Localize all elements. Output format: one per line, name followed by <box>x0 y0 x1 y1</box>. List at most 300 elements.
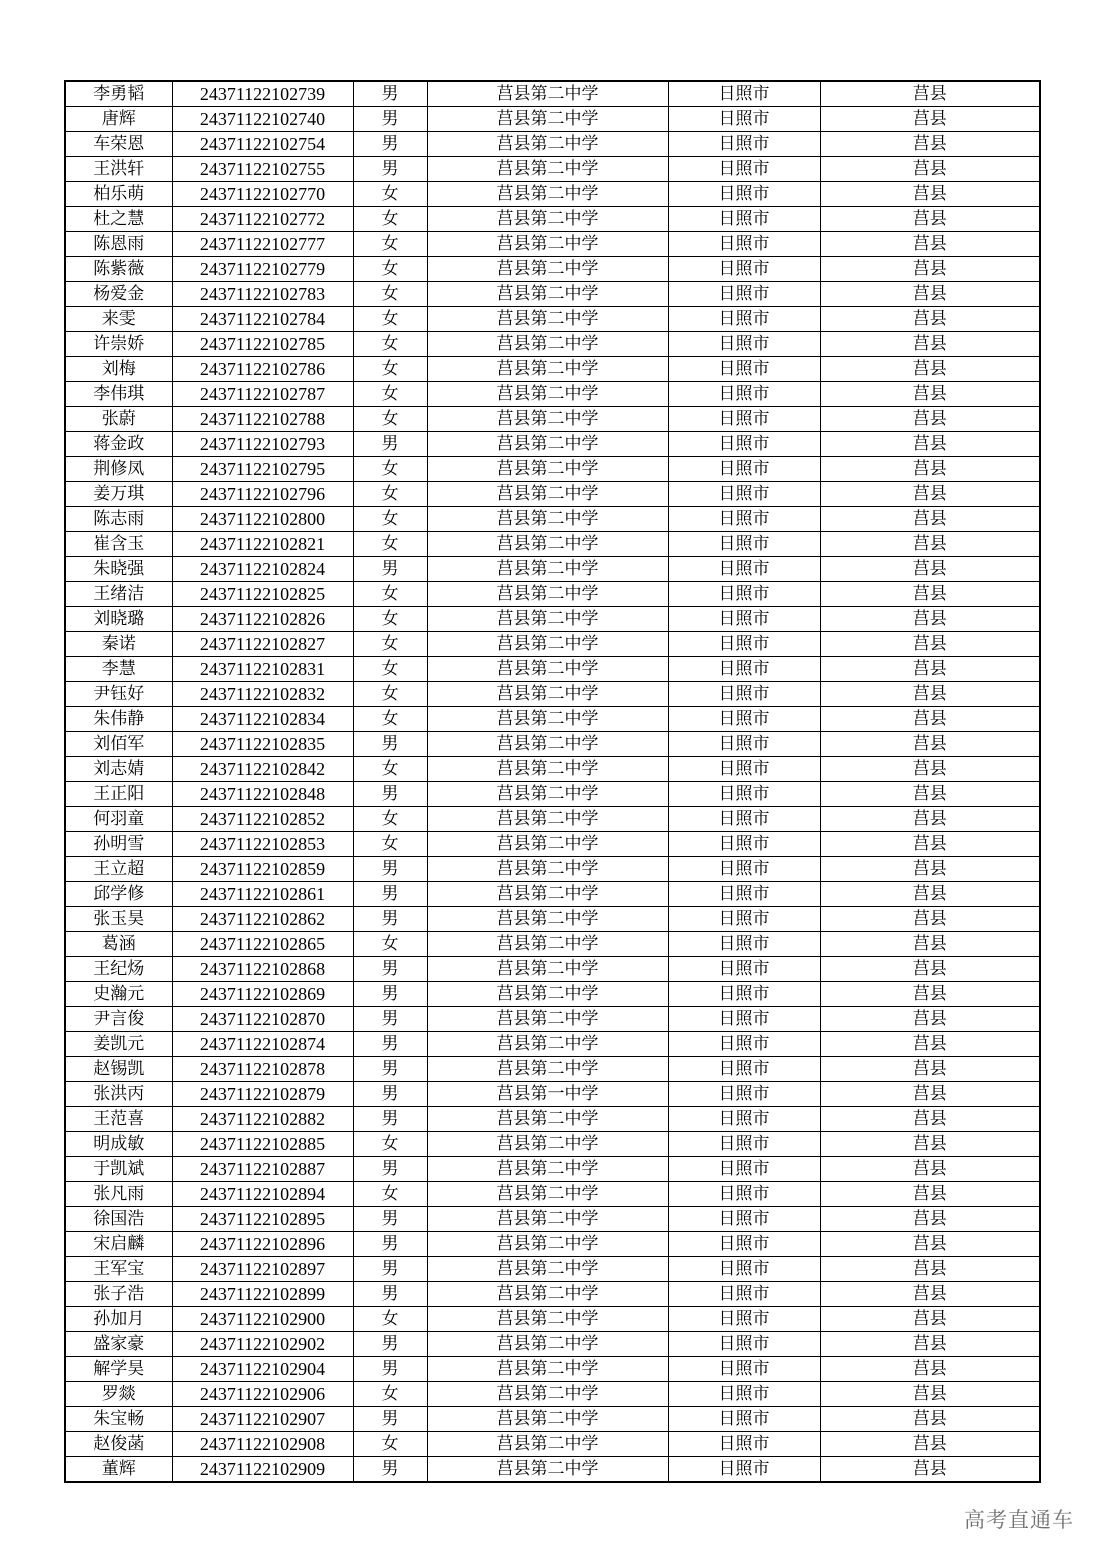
county-cell: 莒县 <box>820 832 1040 857</box>
county-cell: 莒县 <box>820 1132 1040 1157</box>
county-cell: 莒县 <box>820 1307 1040 1332</box>
county-cell: 莒县 <box>820 857 1040 882</box>
school-cell: 莒县第二中学 <box>427 982 668 1007</box>
student-name-cell: 葛涵 <box>65 932 172 957</box>
exam-id-cell: 24371122102868 <box>172 957 353 982</box>
school-cell: 莒县第二中学 <box>427 1032 668 1057</box>
table-row <box>65 632 1040 657</box>
county-cell: 莒县 <box>820 507 1040 532</box>
student-name-cell: 杜之慧 <box>65 207 172 232</box>
city-cell: 日照市 <box>668 782 820 807</box>
exam-id-cell: 24371122102834 <box>172 707 353 732</box>
school-cell: 莒县第二中学 <box>427 432 668 457</box>
gender-cell: 女 <box>353 407 427 432</box>
school-cell: 莒县第二中学 <box>427 1182 668 1207</box>
exam-id-cell: 24371122102908 <box>172 1432 353 1457</box>
school-cell: 莒县第二中学 <box>427 582 668 607</box>
student-name-cell: 陈志雨 <box>65 507 172 532</box>
exam-id-cell: 24371122102853 <box>172 832 353 857</box>
student-name-cell: 张玉昊 <box>65 907 172 932</box>
gender-cell: 男 <box>353 1207 427 1232</box>
gender-cell: 女 <box>353 532 427 557</box>
city-cell: 日照市 <box>668 657 820 682</box>
student-name-cell: 宋启麟 <box>65 1232 172 1257</box>
school-cell: 莒县第二中学 <box>427 482 668 507</box>
school-cell: 莒县第二中学 <box>427 707 668 732</box>
school-cell: 莒县第一中学 <box>427 1082 668 1107</box>
gender-cell: 女 <box>353 257 427 282</box>
table-row <box>65 957 1040 982</box>
student-name-cell: 王正阳 <box>65 782 172 807</box>
gender-cell: 男 <box>353 907 427 932</box>
gender-cell: 女 <box>353 582 427 607</box>
city-cell: 日照市 <box>668 482 820 507</box>
table-row <box>65 1407 1040 1432</box>
table-row <box>65 257 1040 282</box>
county-cell: 莒县 <box>820 1032 1040 1057</box>
student-name-cell: 李勇韬 <box>65 81 172 107</box>
gender-cell: 女 <box>353 682 427 707</box>
city-cell: 日照市 <box>668 732 820 757</box>
student-name-cell: 来雯 <box>65 307 172 332</box>
county-cell: 莒县 <box>820 882 1040 907</box>
table-row <box>65 432 1040 457</box>
student-name-cell: 孙明雪 <box>65 832 172 857</box>
school-cell: 莒县第二中学 <box>427 632 668 657</box>
gender-cell: 男 <box>353 1057 427 1082</box>
gender-cell: 女 <box>353 332 427 357</box>
gender-cell: 女 <box>353 457 427 482</box>
school-cell: 莒县第二中学 <box>427 932 668 957</box>
exam-id-cell: 24371122102827 <box>172 632 353 657</box>
table-row <box>65 357 1040 382</box>
exam-id-cell: 24371122102874 <box>172 1032 353 1057</box>
city-cell: 日照市 <box>668 857 820 882</box>
gender-cell: 男 <box>353 132 427 157</box>
student-name-cell: 蒋金政 <box>65 432 172 457</box>
gender-cell: 女 <box>353 707 427 732</box>
city-cell: 日照市 <box>668 207 820 232</box>
table-row <box>65 182 1040 207</box>
city-cell: 日照市 <box>668 1207 820 1232</box>
student-name-cell: 尹钰好 <box>65 682 172 707</box>
student-name-cell: 张蔚 <box>65 407 172 432</box>
school-cell: 莒县第二中学 <box>427 1307 668 1332</box>
student-name-cell: 王纪炀 <box>65 957 172 982</box>
student-name-cell: 王立超 <box>65 857 172 882</box>
exam-id-cell: 24371122102783 <box>172 282 353 307</box>
school-cell: 莒县第二中学 <box>427 1257 668 1282</box>
exam-id-cell: 24371122102848 <box>172 782 353 807</box>
city-cell: 日照市 <box>668 1182 820 1207</box>
city-cell: 日照市 <box>668 607 820 632</box>
gender-cell: 女 <box>353 632 427 657</box>
county-cell: 莒县 <box>820 432 1040 457</box>
exam-id-cell: 24371122102895 <box>172 1207 353 1232</box>
county-cell: 莒县 <box>820 707 1040 732</box>
exam-id-cell: 24371122102878 <box>172 1057 353 1082</box>
school-cell: 莒县第二中学 <box>427 307 668 332</box>
county-cell: 莒县 <box>820 982 1040 1007</box>
exam-id-cell: 24371122102831 <box>172 657 353 682</box>
gender-cell: 女 <box>353 607 427 632</box>
county-cell: 莒县 <box>820 182 1040 207</box>
exam-id-cell: 24371122102788 <box>172 407 353 432</box>
table-row <box>65 532 1040 557</box>
city-cell: 日照市 <box>668 307 820 332</box>
city-cell: 日照市 <box>668 1032 820 1057</box>
table-row <box>65 557 1040 582</box>
exam-id-cell: 24371122102740 <box>172 107 353 132</box>
school-cell: 莒县第二中学 <box>427 607 668 632</box>
school-cell: 莒县第二中学 <box>427 182 668 207</box>
table-row <box>65 1007 1040 1032</box>
school-cell: 莒县第二中学 <box>427 257 668 282</box>
school-cell: 莒县第二中学 <box>427 81 668 107</box>
student-name-cell: 刘梅 <box>65 357 172 382</box>
city-cell: 日照市 <box>668 1407 820 1432</box>
student-roster-table <box>64 80 1041 1483</box>
school-cell: 莒县第二中学 <box>427 1232 668 1257</box>
city-cell: 日照市 <box>668 1282 820 1307</box>
student-name-cell: 罗燚 <box>65 1382 172 1407</box>
exam-id-cell: 24371122102852 <box>172 807 353 832</box>
table-row <box>65 81 1040 107</box>
table-row <box>65 1082 1040 1107</box>
city-cell: 日照市 <box>668 557 820 582</box>
county-cell: 莒县 <box>820 107 1040 132</box>
exam-id-cell: 24371122102800 <box>172 507 353 532</box>
gender-cell: 女 <box>353 232 427 257</box>
county-cell: 莒县 <box>820 457 1040 482</box>
gender-cell: 男 <box>353 857 427 882</box>
student-name-cell: 陈紫薇 <box>65 257 172 282</box>
gender-cell: 女 <box>353 1182 427 1207</box>
city-cell: 日照市 <box>668 832 820 857</box>
city-cell: 日照市 <box>668 882 820 907</box>
county-cell: 莒县 <box>820 282 1040 307</box>
school-cell: 莒县第二中学 <box>427 1382 668 1407</box>
gender-cell: 女 <box>353 1132 427 1157</box>
gender-cell: 男 <box>353 957 427 982</box>
table-row <box>65 1107 1040 1132</box>
exam-id-cell: 24371122102862 <box>172 907 353 932</box>
student-name-cell: 赵锡凯 <box>65 1057 172 1082</box>
school-cell: 莒县第二中学 <box>427 232 668 257</box>
student-name-cell: 邱学修 <box>65 882 172 907</box>
city-cell: 日照市 <box>668 982 820 1007</box>
exam-id-cell: 24371122102824 <box>172 557 353 582</box>
gender-cell: 男 <box>353 1357 427 1382</box>
gender-cell: 女 <box>353 207 427 232</box>
exam-id-cell: 24371122102869 <box>172 982 353 1007</box>
city-cell: 日照市 <box>668 1232 820 1257</box>
table-row <box>65 1457 1040 1483</box>
table-row <box>65 857 1040 882</box>
school-cell: 莒县第二中学 <box>427 132 668 157</box>
county-cell: 莒县 <box>820 782 1040 807</box>
city-cell: 日照市 <box>668 1457 820 1483</box>
county-cell: 莒县 <box>820 632 1040 657</box>
gender-cell: 女 <box>353 1382 427 1407</box>
table-row <box>65 457 1040 482</box>
table-row <box>65 1132 1040 1157</box>
school-cell: 莒县第二中学 <box>427 457 668 482</box>
student-name-cell: 柏乐萌 <box>65 182 172 207</box>
city-cell: 日照市 <box>668 532 820 557</box>
county-cell: 莒县 <box>820 907 1040 932</box>
gender-cell: 男 <box>353 1082 427 1107</box>
exam-id-cell: 24371122102755 <box>172 157 353 182</box>
city-cell: 日照市 <box>668 282 820 307</box>
county-cell: 莒县 <box>820 1432 1040 1457</box>
table-row <box>65 582 1040 607</box>
city-cell: 日照市 <box>668 332 820 357</box>
student-name-cell: 赵俊菡 <box>65 1432 172 1457</box>
city-cell: 日照市 <box>668 582 820 607</box>
table-row <box>65 657 1040 682</box>
exam-id-cell: 24371122102835 <box>172 732 353 757</box>
school-cell: 莒县第二中学 <box>427 882 668 907</box>
student-name-cell: 朱伟静 <box>65 707 172 732</box>
gender-cell: 男 <box>353 1032 427 1057</box>
table-row <box>65 1332 1040 1357</box>
table-row <box>65 607 1040 632</box>
table-row <box>65 157 1040 182</box>
county-cell: 莒县 <box>820 932 1040 957</box>
school-cell: 莒县第二中学 <box>427 1107 668 1132</box>
county-cell: 莒县 <box>820 1332 1040 1357</box>
table-row <box>65 682 1040 707</box>
exam-id-cell: 24371122102784 <box>172 307 353 332</box>
table-row <box>65 1282 1040 1307</box>
school-cell: 莒县第二中学 <box>427 507 668 532</box>
school-cell: 莒县第二中学 <box>427 1457 668 1483</box>
school-cell: 莒县第二中学 <box>427 1282 668 1307</box>
exam-id-cell: 24371122102900 <box>172 1307 353 1332</box>
table-row <box>65 1182 1040 1207</box>
gender-cell: 男 <box>353 1457 427 1483</box>
gender-cell: 女 <box>353 932 427 957</box>
student-name-cell: 孙加月 <box>65 1307 172 1332</box>
city-cell: 日照市 <box>668 132 820 157</box>
exam-id-cell: 24371122102770 <box>172 182 353 207</box>
school-cell: 莒县第二中学 <box>427 1207 668 1232</box>
table-row <box>65 732 1040 757</box>
student-name-cell: 姜万琪 <box>65 482 172 507</box>
gender-cell: 女 <box>353 757 427 782</box>
exam-id-cell: 24371122102785 <box>172 332 353 357</box>
exam-id-cell: 24371122102865 <box>172 932 353 957</box>
school-cell: 莒县第二中学 <box>427 1132 668 1157</box>
exam-id-cell: 24371122102899 <box>172 1282 353 1307</box>
exam-id-cell: 24371122102777 <box>172 232 353 257</box>
table-row <box>65 507 1040 532</box>
county-cell: 莒县 <box>820 1282 1040 1307</box>
city-cell: 日照市 <box>668 1007 820 1032</box>
student-name-cell: 车荣恩 <box>65 132 172 157</box>
county-cell: 莒县 <box>820 1457 1040 1483</box>
gender-cell: 女 <box>353 807 427 832</box>
student-name-cell: 解学昊 <box>65 1357 172 1382</box>
table-row <box>65 1207 1040 1232</box>
table-row <box>65 107 1040 132</box>
city-cell: 日照市 <box>668 1357 820 1382</box>
table-row <box>65 1032 1040 1057</box>
county-cell: 莒县 <box>820 1157 1040 1182</box>
county-cell: 莒县 <box>820 407 1040 432</box>
city-cell: 日照市 <box>668 682 820 707</box>
city-cell: 日照市 <box>668 757 820 782</box>
city-cell: 日照市 <box>668 407 820 432</box>
city-cell: 日照市 <box>668 257 820 282</box>
county-cell: 莒县 <box>820 1257 1040 1282</box>
exam-id-cell: 24371122102896 <box>172 1232 353 1257</box>
exam-id-cell: 24371122102861 <box>172 882 353 907</box>
school-cell: 莒县第二中学 <box>427 807 668 832</box>
student-name-cell: 王绪洁 <box>65 582 172 607</box>
exam-id-cell: 24371122102870 <box>172 1007 353 1032</box>
student-name-cell: 李慧 <box>65 657 172 682</box>
gender-cell: 男 <box>353 1107 427 1132</box>
county-cell: 莒县 <box>820 732 1040 757</box>
gender-cell: 男 <box>353 432 427 457</box>
watermark-text: 高考直通车 <box>964 1508 1074 1532</box>
city-cell: 日照市 <box>668 432 820 457</box>
gender-cell: 男 <box>353 1232 427 1257</box>
city-cell: 日照市 <box>668 1432 820 1457</box>
county-cell: 莒县 <box>820 1007 1040 1032</box>
table-row <box>65 1382 1040 1407</box>
table-row <box>65 1157 1040 1182</box>
county-cell: 莒县 <box>820 682 1040 707</box>
city-cell: 日照市 <box>668 1332 820 1357</box>
city-cell: 日照市 <box>668 1107 820 1132</box>
city-cell: 日照市 <box>668 957 820 982</box>
county-cell: 莒县 <box>820 482 1040 507</box>
student-name-cell: 秦诺 <box>65 632 172 657</box>
county-cell: 莒县 <box>820 532 1040 557</box>
student-name-cell: 于凯斌 <box>65 1157 172 1182</box>
exam-id-cell: 24371122102882 <box>172 1107 353 1132</box>
county-cell: 莒县 <box>820 557 1040 582</box>
school-cell: 莒县第二中学 <box>427 207 668 232</box>
city-cell: 日照市 <box>668 457 820 482</box>
county-cell: 莒县 <box>820 257 1040 282</box>
table-row <box>65 382 1040 407</box>
table-row <box>65 932 1040 957</box>
school-cell: 莒县第二中学 <box>427 857 668 882</box>
gender-cell: 男 <box>353 107 427 132</box>
city-cell: 日照市 <box>668 1132 820 1157</box>
school-cell: 莒县第二中学 <box>427 1157 668 1182</box>
exam-id-cell: 24371122102826 <box>172 607 353 632</box>
exam-id-cell: 24371122102787 <box>172 382 353 407</box>
school-cell: 莒县第二中学 <box>427 757 668 782</box>
exam-id-cell: 24371122102885 <box>172 1132 353 1157</box>
school-cell: 莒县第二中学 <box>427 282 668 307</box>
exam-id-cell: 24371122102739 <box>172 81 353 107</box>
city-cell: 日照市 <box>668 1307 820 1332</box>
student-name-cell: 唐辉 <box>65 107 172 132</box>
gender-cell: 女 <box>353 832 427 857</box>
county-cell: 莒县 <box>820 232 1040 257</box>
roster-body <box>65 81 1040 1482</box>
school-cell: 莒县第二中学 <box>427 382 668 407</box>
gender-cell: 男 <box>353 732 427 757</box>
county-cell: 莒县 <box>820 1082 1040 1107</box>
county-cell: 莒县 <box>820 307 1040 332</box>
student-name-cell: 明成敏 <box>65 1132 172 1157</box>
city-cell: 日照市 <box>668 107 820 132</box>
gender-cell: 女 <box>353 1307 427 1332</box>
county-cell: 莒县 <box>820 157 1040 182</box>
table-row <box>65 482 1040 507</box>
city-cell: 日照市 <box>668 81 820 107</box>
gender-cell: 女 <box>353 357 427 382</box>
school-cell: 莒县第二中学 <box>427 557 668 582</box>
city-cell: 日照市 <box>668 382 820 407</box>
school-cell: 莒县第二中学 <box>427 957 668 982</box>
county-cell: 莒县 <box>820 757 1040 782</box>
city-cell: 日照市 <box>668 807 820 832</box>
table-row <box>65 407 1040 432</box>
county-cell: 莒县 <box>820 807 1040 832</box>
exam-id-cell: 24371122102793 <box>172 432 353 457</box>
exam-id-cell: 24371122102906 <box>172 1382 353 1407</box>
student-name-cell: 杨爱金 <box>65 282 172 307</box>
student-name-cell: 徐国浩 <box>65 1207 172 1232</box>
table-row <box>65 907 1040 932</box>
gender-cell: 男 <box>353 1257 427 1282</box>
county-cell: 莒县 <box>820 657 1040 682</box>
exam-id-cell: 24371122102779 <box>172 257 353 282</box>
city-cell: 日照市 <box>668 632 820 657</box>
county-cell: 莒县 <box>820 1182 1040 1207</box>
table-row <box>65 132 1040 157</box>
gender-cell: 女 <box>353 182 427 207</box>
table-row <box>65 782 1040 807</box>
county-cell: 莒县 <box>820 207 1040 232</box>
student-name-cell: 张子浩 <box>65 1282 172 1307</box>
school-cell: 莒县第二中学 <box>427 657 668 682</box>
county-cell: 莒县 <box>820 1382 1040 1407</box>
gender-cell: 男 <box>353 1007 427 1032</box>
exam-id-cell: 24371122102772 <box>172 207 353 232</box>
school-cell: 莒县第二中学 <box>427 1057 668 1082</box>
student-name-cell: 朱宝畅 <box>65 1407 172 1432</box>
table-row <box>65 807 1040 832</box>
gender-cell: 男 <box>353 157 427 182</box>
table-row <box>65 882 1040 907</box>
student-name-cell: 王范喜 <box>65 1107 172 1132</box>
table-row <box>65 707 1040 732</box>
county-cell: 莒县 <box>820 357 1040 382</box>
table-row <box>65 282 1040 307</box>
table-row <box>65 1232 1040 1257</box>
exam-id-cell: 24371122102796 <box>172 482 353 507</box>
county-cell: 莒县 <box>820 132 1040 157</box>
city-cell: 日照市 <box>668 357 820 382</box>
county-cell: 莒县 <box>820 1407 1040 1432</box>
county-cell: 莒县 <box>820 382 1040 407</box>
city-cell: 日照市 <box>668 907 820 932</box>
school-cell: 莒县第二中学 <box>427 532 668 557</box>
city-cell: 日照市 <box>668 232 820 257</box>
student-name-cell: 刘志婧 <box>65 757 172 782</box>
table-row <box>65 1057 1040 1082</box>
table-row <box>65 332 1040 357</box>
